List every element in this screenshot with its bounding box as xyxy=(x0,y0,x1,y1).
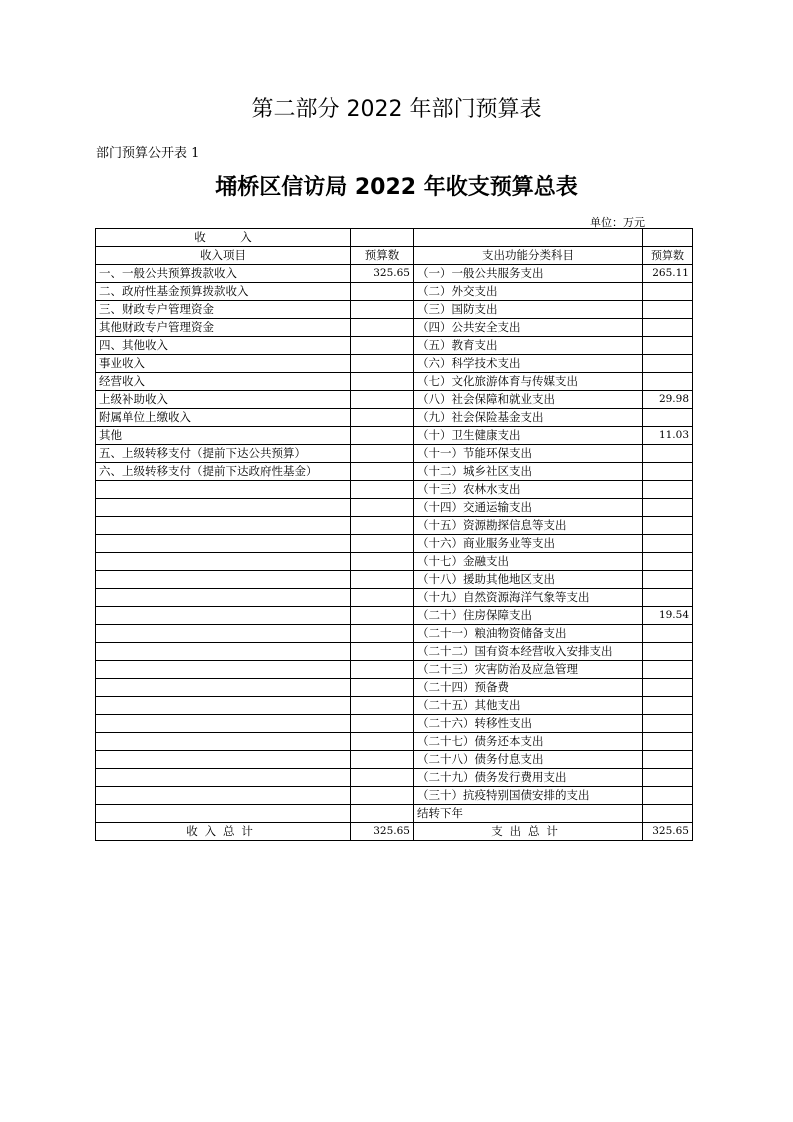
empty-header-cell xyxy=(643,229,693,247)
expense-amount-cell xyxy=(643,553,693,571)
income-group-header: 收 入 xyxy=(96,229,351,247)
expense-item-cell: （十）卫生健康支出 xyxy=(414,427,643,445)
income-amount-cell xyxy=(351,751,414,769)
income-item-cell xyxy=(96,769,351,787)
income-amount-cell xyxy=(351,805,414,823)
income-item-cell xyxy=(96,643,351,661)
table-row xyxy=(96,391,693,409)
table-row xyxy=(96,265,693,283)
table-row xyxy=(96,697,693,715)
expense-amount-cell: 19.54 xyxy=(643,607,693,625)
income-item-cell: 六、上级转移支付（提前下达政府性基金） xyxy=(96,463,351,481)
income-item-cell xyxy=(96,733,351,751)
expense-amount-cell xyxy=(643,445,693,463)
expense-amount-cell: 29.98 xyxy=(643,391,693,409)
budget-summary-table xyxy=(95,228,693,841)
header-row-group xyxy=(96,229,693,247)
expense-item-cell: 结转下年 xyxy=(414,805,643,823)
income-amount-header: 预算数 xyxy=(351,247,414,265)
expense-item-cell: （十六）商业服务业等支出 xyxy=(414,535,643,553)
table-row xyxy=(96,373,693,391)
expense-total-label: 支出总计 xyxy=(414,823,643,841)
part-title: 第二部分 2022 年部门预算表 xyxy=(251,97,542,122)
table-row xyxy=(96,445,693,463)
expense-amount-cell xyxy=(643,715,693,733)
income-item-cell: 附属单位上缴收入 xyxy=(96,409,351,427)
income-item-cell xyxy=(96,535,351,553)
expense-amount-cell xyxy=(643,409,693,427)
expense-amount-cell xyxy=(643,319,693,337)
income-amount-cell xyxy=(351,319,414,337)
table-row xyxy=(96,661,693,679)
expense-amount-header: 预算数 xyxy=(643,247,693,265)
expense-item-cell: （二十二）国有资本经营收入安排支出 xyxy=(414,643,643,661)
income-amount-cell xyxy=(351,517,414,535)
header-row-columns xyxy=(96,247,693,265)
income-item-cell xyxy=(96,571,351,589)
expense-item-cell: （十一）节能环保支出 xyxy=(414,445,643,463)
expense-item-cell: （三十）抗疫特别国债安排的支出 xyxy=(414,787,643,805)
expense-amount-cell xyxy=(643,571,693,589)
expense-amount-cell xyxy=(643,625,693,643)
income-item-cell xyxy=(96,697,351,715)
income-amount-cell xyxy=(351,625,414,643)
expense-amount-cell: 265.11 xyxy=(643,265,693,283)
income-item-cell: 经营收入 xyxy=(96,373,351,391)
income-item-cell: 一、一般公共预算拨款收入 xyxy=(96,265,351,283)
income-item-cell xyxy=(96,481,351,499)
expense-amount-cell xyxy=(643,301,693,319)
table-row xyxy=(96,571,693,589)
income-item-cell: 事业收入 xyxy=(96,355,351,373)
expense-item-cell: （二）外交支出 xyxy=(414,283,643,301)
table-row xyxy=(96,643,693,661)
table-row xyxy=(96,409,693,427)
income-amount-cell xyxy=(351,499,414,517)
expense-item-cell: （二十五）其他支出 xyxy=(414,697,643,715)
table-row xyxy=(96,355,693,373)
income-amount-cell xyxy=(351,553,414,571)
expense-item-header: 支出功能分类科目 xyxy=(414,247,643,265)
income-amount-cell xyxy=(351,571,414,589)
income-amount-cell xyxy=(351,463,414,481)
expense-item-cell: （十五）资源勘探信息等支出 xyxy=(414,517,643,535)
expense-item-cell: （二十）住房保障支出 xyxy=(414,607,643,625)
income-amount-cell xyxy=(351,697,414,715)
income-amount-cell xyxy=(351,769,414,787)
expense-amount-cell xyxy=(643,697,693,715)
income-item-cell: 三、财政专户管理资金 xyxy=(96,301,351,319)
table-row xyxy=(96,679,693,697)
expense-amount-cell xyxy=(643,661,693,679)
table-row xyxy=(96,481,693,499)
expense-amount-cell xyxy=(643,589,693,607)
income-amount-cell xyxy=(351,661,414,679)
expense-amount-cell xyxy=(643,751,693,769)
expense-amount-cell xyxy=(643,283,693,301)
income-item-cell xyxy=(96,679,351,697)
expense-amount-cell xyxy=(643,373,693,391)
income-amount-cell xyxy=(351,409,414,427)
income-item-cell xyxy=(96,625,351,643)
table-row xyxy=(96,733,693,751)
income-amount-cell xyxy=(351,373,414,391)
table-row xyxy=(96,751,693,769)
expense-item-cell: （二十九）债务发行费用支出 xyxy=(414,769,643,787)
income-amount-cell xyxy=(351,481,414,499)
income-amount-cell xyxy=(351,283,414,301)
totals-row xyxy=(96,823,693,841)
income-amount-cell xyxy=(351,445,414,463)
income-item-cell: 其他 xyxy=(96,427,351,445)
income-item-cell xyxy=(96,751,351,769)
table-row xyxy=(96,553,693,571)
table-number-label: 部门预算公开表 1 xyxy=(96,146,200,161)
expense-item-cell: （三）国防支出 xyxy=(414,301,643,319)
expense-item-cell: （十二）城乡社区支出 xyxy=(414,463,643,481)
table-row xyxy=(96,301,693,319)
table-row xyxy=(96,589,693,607)
income-item-cell xyxy=(96,517,351,535)
income-amount-cell xyxy=(351,355,414,373)
expense-total-amount: 325.65 xyxy=(643,823,693,841)
expense-item-cell: （七）文化旅游体育与传媒支出 xyxy=(414,373,643,391)
table-row xyxy=(96,607,693,625)
income-item-cell: 上级补助收入 xyxy=(96,391,351,409)
income-amount-cell xyxy=(351,535,414,553)
expense-amount-cell xyxy=(643,481,693,499)
table-title: 埇桥区信访局 2022 年收支预算总表 xyxy=(215,175,578,200)
expense-item-cell: （五）教育支出 xyxy=(414,337,643,355)
table-row xyxy=(96,625,693,643)
expense-item-cell: （二十四）预备费 xyxy=(414,679,643,697)
expense-item-cell: （四）公共安全支出 xyxy=(414,319,643,337)
expense-item-cell: （六）科学技术支出 xyxy=(414,355,643,373)
income-amount-cell xyxy=(351,427,414,445)
empty-header-cell xyxy=(351,229,414,247)
income-item-cell: 二、政府性基金预算拨款收入 xyxy=(96,283,351,301)
expense-amount-cell xyxy=(643,643,693,661)
expense-item-cell: （二十七）债务还本支出 xyxy=(414,733,643,751)
expense-item-cell: （十八）援助其他地区支出 xyxy=(414,571,643,589)
table-row xyxy=(96,337,693,355)
expense-item-cell: （二十六）转移性支出 xyxy=(414,715,643,733)
expense-amount-cell xyxy=(643,517,693,535)
expense-item-cell: （二十一）粮油物资储备支出 xyxy=(414,625,643,643)
expense-amount-cell xyxy=(643,733,693,751)
expense-amount-cell xyxy=(643,805,693,823)
income-item-cell: 四、其他收入 xyxy=(96,337,351,355)
income-amount-cell xyxy=(351,787,414,805)
table-row xyxy=(96,715,693,733)
unit-label: 单位：万元 xyxy=(590,216,645,229)
income-amount-cell xyxy=(351,607,414,625)
income-amount-cell: 325.65 xyxy=(351,265,414,283)
budget-table-body xyxy=(96,229,693,841)
expense-amount-cell xyxy=(643,679,693,697)
expense-amount-cell xyxy=(643,463,693,481)
income-item-cell xyxy=(96,607,351,625)
income-item-cell xyxy=(96,553,351,571)
income-item-cell: 其他财政专户管理资金 xyxy=(96,319,351,337)
table-row xyxy=(96,787,693,805)
table-row xyxy=(96,805,693,823)
expense-item-cell: （八）社会保障和就业支出 xyxy=(414,391,643,409)
income-item-cell xyxy=(96,589,351,607)
income-total-label: 收入总计 xyxy=(96,823,351,841)
income-amount-cell xyxy=(351,643,414,661)
expense-item-cell: （十三）农林水支出 xyxy=(414,481,643,499)
table-row xyxy=(96,283,693,301)
expense-item-cell: （九）社会保险基金支出 xyxy=(414,409,643,427)
table-row xyxy=(96,535,693,553)
income-amount-cell xyxy=(351,715,414,733)
table-row xyxy=(96,499,693,517)
expense-item-cell: （二十八）债务付息支出 xyxy=(414,751,643,769)
table-row xyxy=(96,463,693,481)
income-amount-cell xyxy=(351,301,414,319)
expense-amount-cell xyxy=(643,337,693,355)
income-amount-cell xyxy=(351,337,414,355)
income-amount-cell xyxy=(351,589,414,607)
expense-amount-cell xyxy=(643,499,693,517)
income-total-amount: 325.65 xyxy=(351,823,414,841)
income-item-header: 收入项目 xyxy=(96,247,351,265)
income-item-cell xyxy=(96,787,351,805)
table-row xyxy=(96,319,693,337)
income-amount-cell xyxy=(351,733,414,751)
income-amount-cell xyxy=(351,679,414,697)
expense-amount-cell xyxy=(643,535,693,553)
expense-item-cell: （十七）金融支出 xyxy=(414,553,643,571)
expense-item-cell: （二十三）灾害防治及应急管理 xyxy=(414,661,643,679)
expense-amount-cell: 11.03 xyxy=(643,427,693,445)
expense-item-cell: （一）一般公共服务支出 xyxy=(414,265,643,283)
income-item-cell xyxy=(96,499,351,517)
expense-amount-cell xyxy=(643,769,693,787)
income-item-cell: 五、上级转移支付（提前下达公共预算） xyxy=(96,445,351,463)
income-item-cell xyxy=(96,805,351,823)
expense-amount-cell xyxy=(643,787,693,805)
expense-amount-cell xyxy=(643,355,693,373)
expense-item-cell: （十四）交通运输支出 xyxy=(414,499,643,517)
income-amount-cell xyxy=(351,391,414,409)
table-row xyxy=(96,769,693,787)
empty-header-cell xyxy=(414,229,643,247)
table-row xyxy=(96,517,693,535)
table-row xyxy=(96,427,693,445)
income-item-cell xyxy=(96,715,351,733)
expense-item-cell: （十九）自然资源海洋气象等支出 xyxy=(414,589,643,607)
income-item-cell xyxy=(96,661,351,679)
